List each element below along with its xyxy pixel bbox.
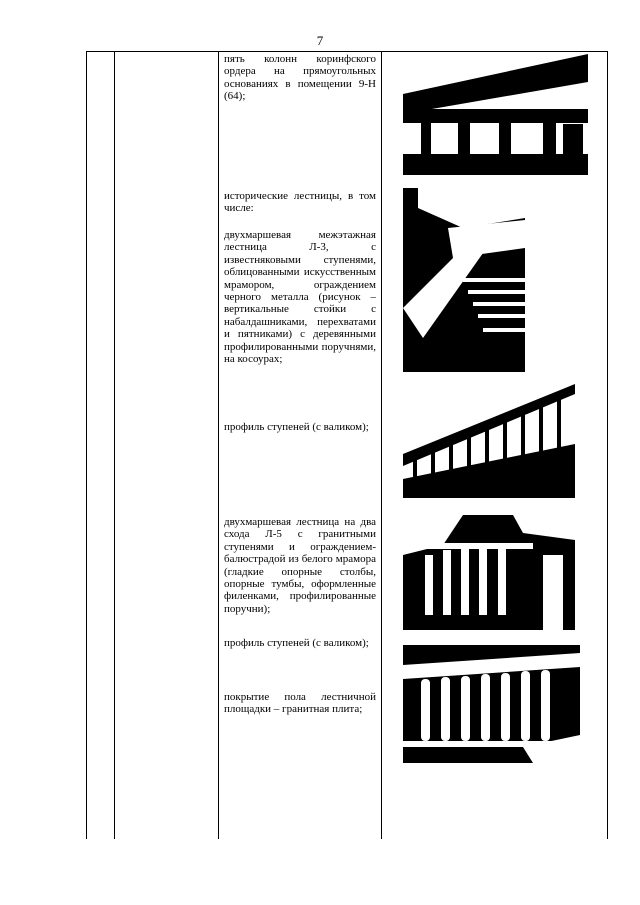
photo-railing-image [403,384,575,498]
table-border-col-4 [381,51,382,839]
table-border-col-1 [86,51,87,839]
item-columns: пять колонн коринфского ордера на прямоугольных основаниях в помещении 9-Н (64); [224,53,376,103]
photo-balusters-image [403,645,580,763]
photo-stair-l3-image [403,188,525,372]
item-step-profile: профиль ступеней (с валиком); [224,421,369,433]
photo-balustrade-image [403,515,575,630]
table-top-border [86,51,608,52]
item-historic-stairs: исторические лестницы, в том числе: [224,190,376,215]
table-border-col-2 [114,51,115,839]
item-stair-l5: двухмаршевая лестница на два схода Л-5 с гранитными ступенями и ограждением-балюстрадой из белого мрамора (гладкие опорные столбы, опорные тумбы, оформленные филенками, профилированные поручни); [224,516,376,615]
item-step-profile-2: профиль ступеней (с валиком); [224,637,369,649]
table-border-col-5 [607,51,608,839]
item-stair-l3: двухмаршевая межэтажная лестница Л-3, с известняковыми ступенями, облицованными искусственным мрамором, ограждением черного металла (рисунок – вертикальные стойки с набалдашниками, перехватами и пятниками) с деревянными профилированными поручнями, на косоурах; [224,229,376,366]
page-number: 7 [316,33,324,48]
photo-columns-image [403,54,588,175]
item-landing-floor: покрытие пола лестничной площадки – гранитная плита; [224,691,376,716]
table-border-col-3 [218,51,219,839]
